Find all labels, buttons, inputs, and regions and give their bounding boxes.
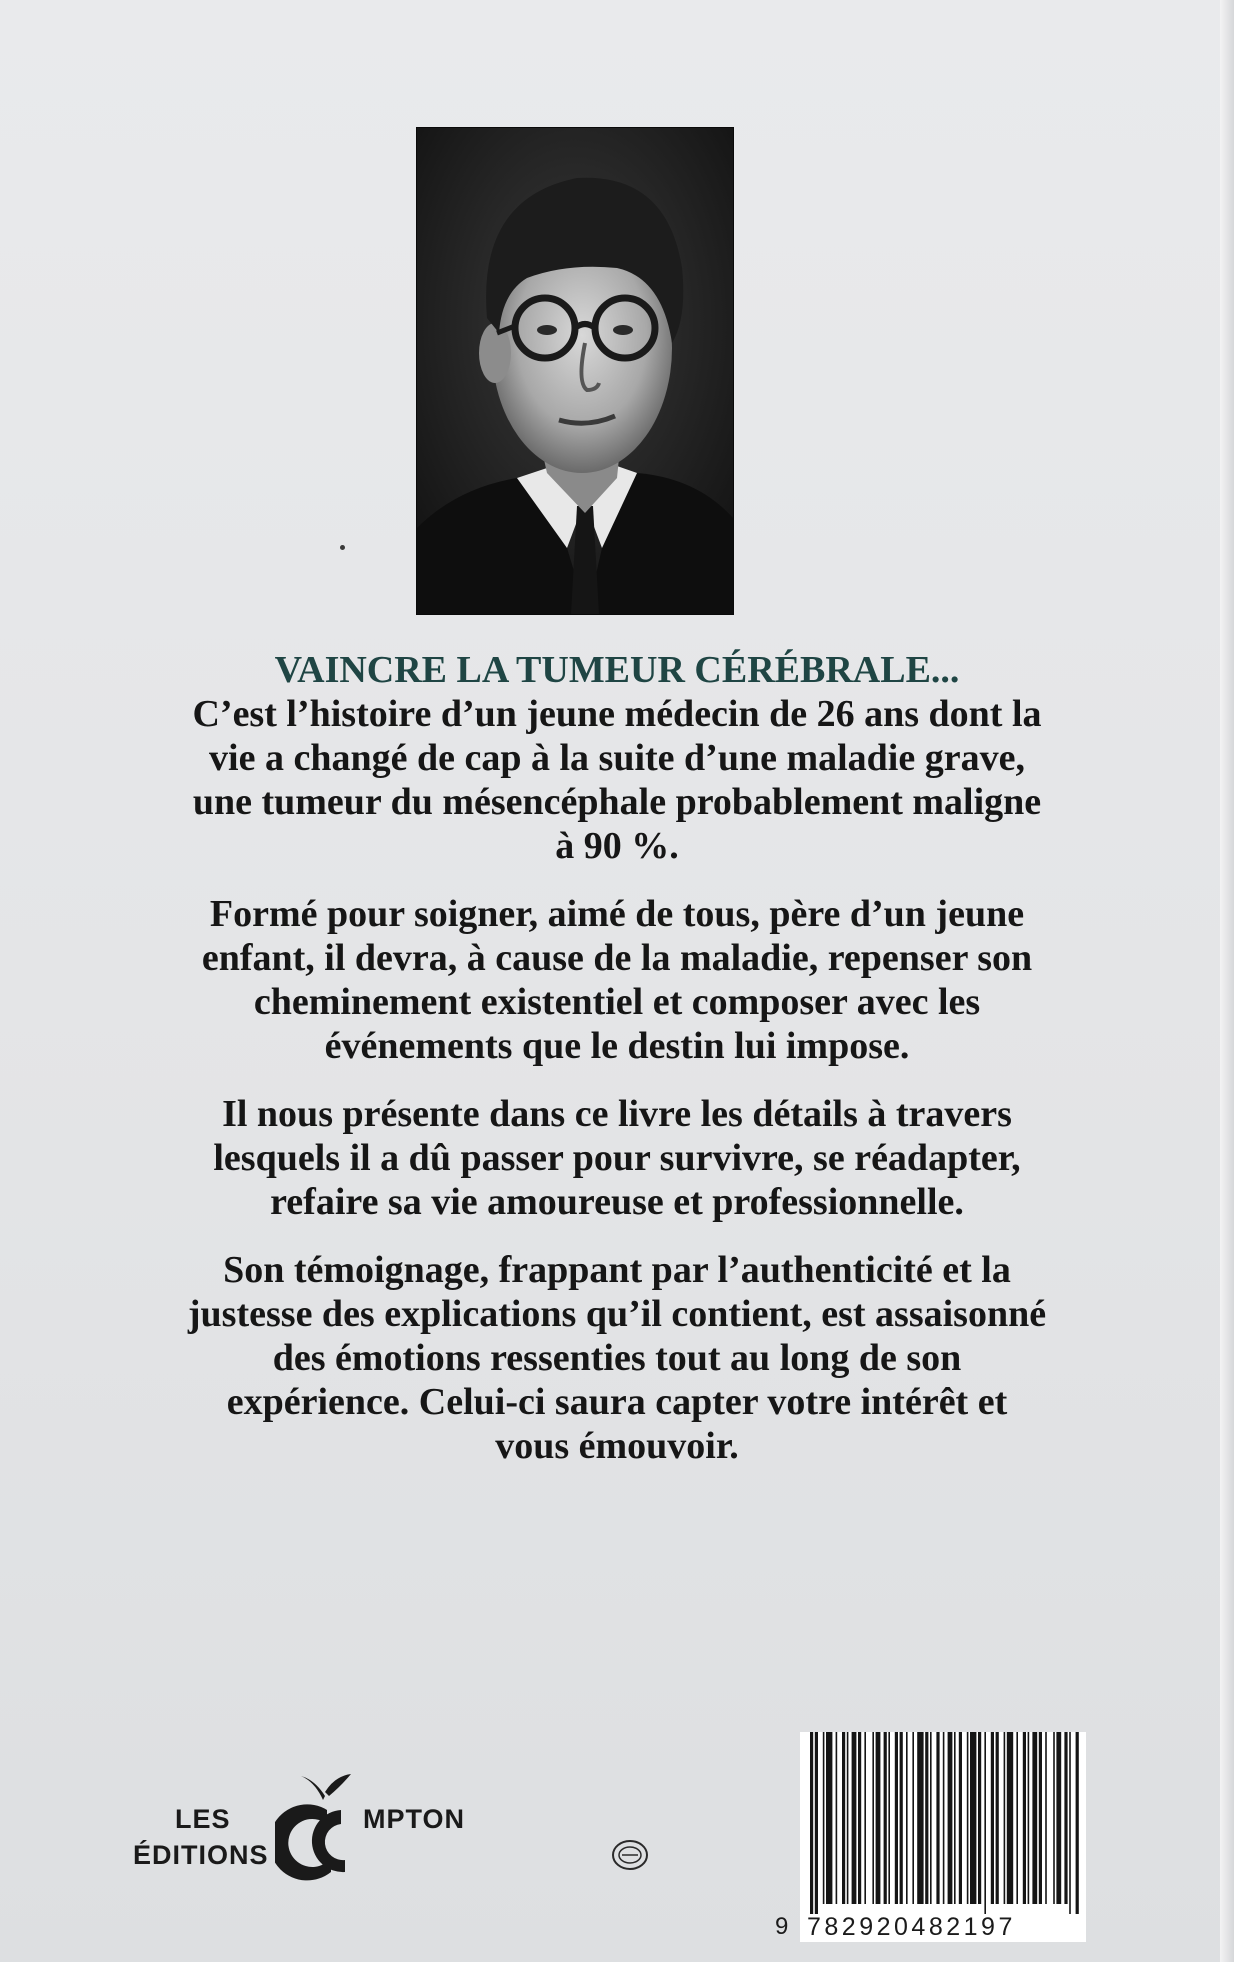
barcode-bar xyxy=(1045,1732,1047,1904)
blurb-line: événements que le destin lui impose. xyxy=(324,1025,910,1067)
barcode-bars xyxy=(800,1732,1086,1914)
barcode-bar xyxy=(978,1732,981,1904)
blurb-line: Il nous présente dans ce livre les détails à travers xyxy=(222,1093,1012,1135)
printer-seal-icon xyxy=(610,1835,650,1875)
barcode-bar xyxy=(984,1732,986,1914)
barcode-bar xyxy=(864,1732,866,1904)
barcode-bar xyxy=(930,1732,932,1904)
barcode-bar xyxy=(959,1732,962,1904)
barcode-bar xyxy=(823,1732,825,1904)
blurb-line: Formé pour soigner, aimé de tous, père d’un jeune xyxy=(209,893,1025,935)
barcode-bar xyxy=(884,1732,887,1904)
blurb-line: à 90 %. xyxy=(555,825,679,867)
blurb-line: C’est l’histoire d’un jeune médecin de 26 ans dont la xyxy=(192,693,1042,735)
blurb-intro xyxy=(100,648,1134,868)
blurb-line: Son témoignage, frappant par l’authenticité et la xyxy=(223,1249,1011,1291)
logo-les: LES xyxy=(175,1804,231,1834)
cover-edge xyxy=(1220,0,1234,1962)
logo-editions: ÉDITIONS xyxy=(133,1840,269,1870)
barcode-bar xyxy=(836,1732,838,1904)
blurb-line: une tumeur du mésencéphale probablement maligne xyxy=(192,781,1042,823)
barcode-bar xyxy=(970,1732,976,1904)
barcode-number: 782920482197 xyxy=(807,1913,1016,1941)
blurb-paragraph-4 xyxy=(100,1248,1134,1468)
blurb-line: expérience. Celui-ci saura capter votre intérêt et xyxy=(226,1381,1008,1423)
barcode-bar xyxy=(1028,1732,1030,1904)
blurb-line: vie a changé de cap à la suite d’une maladie grave, xyxy=(209,737,1025,779)
barcode-digits xyxy=(775,1905,1095,1945)
author-portrait xyxy=(416,127,734,615)
barcode-bar xyxy=(967,1732,969,1904)
barcode-bar xyxy=(842,1732,845,1904)
blurb-line: vous émouvoir. xyxy=(495,1425,739,1467)
barcode-bar xyxy=(912,1732,914,1904)
barcode-bar xyxy=(888,1732,890,1904)
print-speck xyxy=(340,545,345,550)
barcode-bar xyxy=(917,1732,923,1904)
barcode-bar xyxy=(1039,1732,1042,1904)
barcode-bar xyxy=(1076,1732,1079,1914)
barcode-bar xyxy=(847,1732,849,1904)
barcode-bar xyxy=(872,1732,874,1904)
blurb-paragraph-2 xyxy=(100,892,1134,1068)
barcode-bar xyxy=(943,1732,945,1904)
barcode-bar xyxy=(815,1732,818,1914)
barcode-bar xyxy=(948,1732,953,1904)
blurb-line: enfant, il devra, à cause de la maladie, repenser son xyxy=(201,937,1033,979)
barcode-bar xyxy=(996,1732,999,1904)
blurb-line: justesse des explications qu’il contient, est assaisonné xyxy=(187,1293,1047,1335)
blurb-line: lesquels il a dû passer pour survivre, se réadapter, xyxy=(213,1137,1021,1179)
barcode-bar xyxy=(900,1732,903,1904)
barcode-bar xyxy=(1007,1732,1013,1904)
barcode-bar xyxy=(895,1732,898,1904)
blurb-line: cheminement existentiel et composer avec les xyxy=(253,981,981,1023)
portrait-image xyxy=(417,128,733,614)
barcode-bar xyxy=(1032,1732,1037,1904)
barcode-bar xyxy=(1016,1732,1018,1904)
barcode-bar xyxy=(906,1732,908,1904)
blurb-line: refaire sa vie amoureuse et professionnelle. xyxy=(270,1181,964,1223)
blurb-line: des émotions ressenties tout au long de son xyxy=(272,1337,962,1379)
barcode-bar xyxy=(925,1732,928,1904)
barcode-bar xyxy=(1023,1732,1026,1904)
blurb-headline: VAINCRE LA TUMEUR CÉRÉBRALE... xyxy=(274,649,960,691)
barcode-bar xyxy=(936,1732,939,1904)
barcode-bar xyxy=(852,1732,857,1904)
publisher-logo xyxy=(125,1762,505,1912)
barcode-bar xyxy=(810,1732,813,1914)
barcode-bar xyxy=(954,1732,956,1904)
logo-mpton: MPTON xyxy=(363,1804,466,1834)
barcode-bar xyxy=(1064,1732,1067,1904)
barcode-bar xyxy=(858,1732,861,1904)
barcode-bar xyxy=(991,1732,994,1904)
barcode-bar xyxy=(1004,1732,1006,1904)
barcode-bar xyxy=(1056,1732,1061,1904)
barcode-bar xyxy=(1069,1732,1071,1914)
barcode-bar xyxy=(876,1732,881,1904)
barcode-bar xyxy=(826,1732,832,1904)
barcode-bar xyxy=(1053,1732,1055,1904)
back-cover-blurb xyxy=(100,648,1134,1492)
blurb-paragraph-3 xyxy=(100,1092,1134,1224)
apple-cc-emblem-icon xyxy=(275,1762,375,1882)
barcode-lead-digit: 9 xyxy=(775,1913,789,1940)
